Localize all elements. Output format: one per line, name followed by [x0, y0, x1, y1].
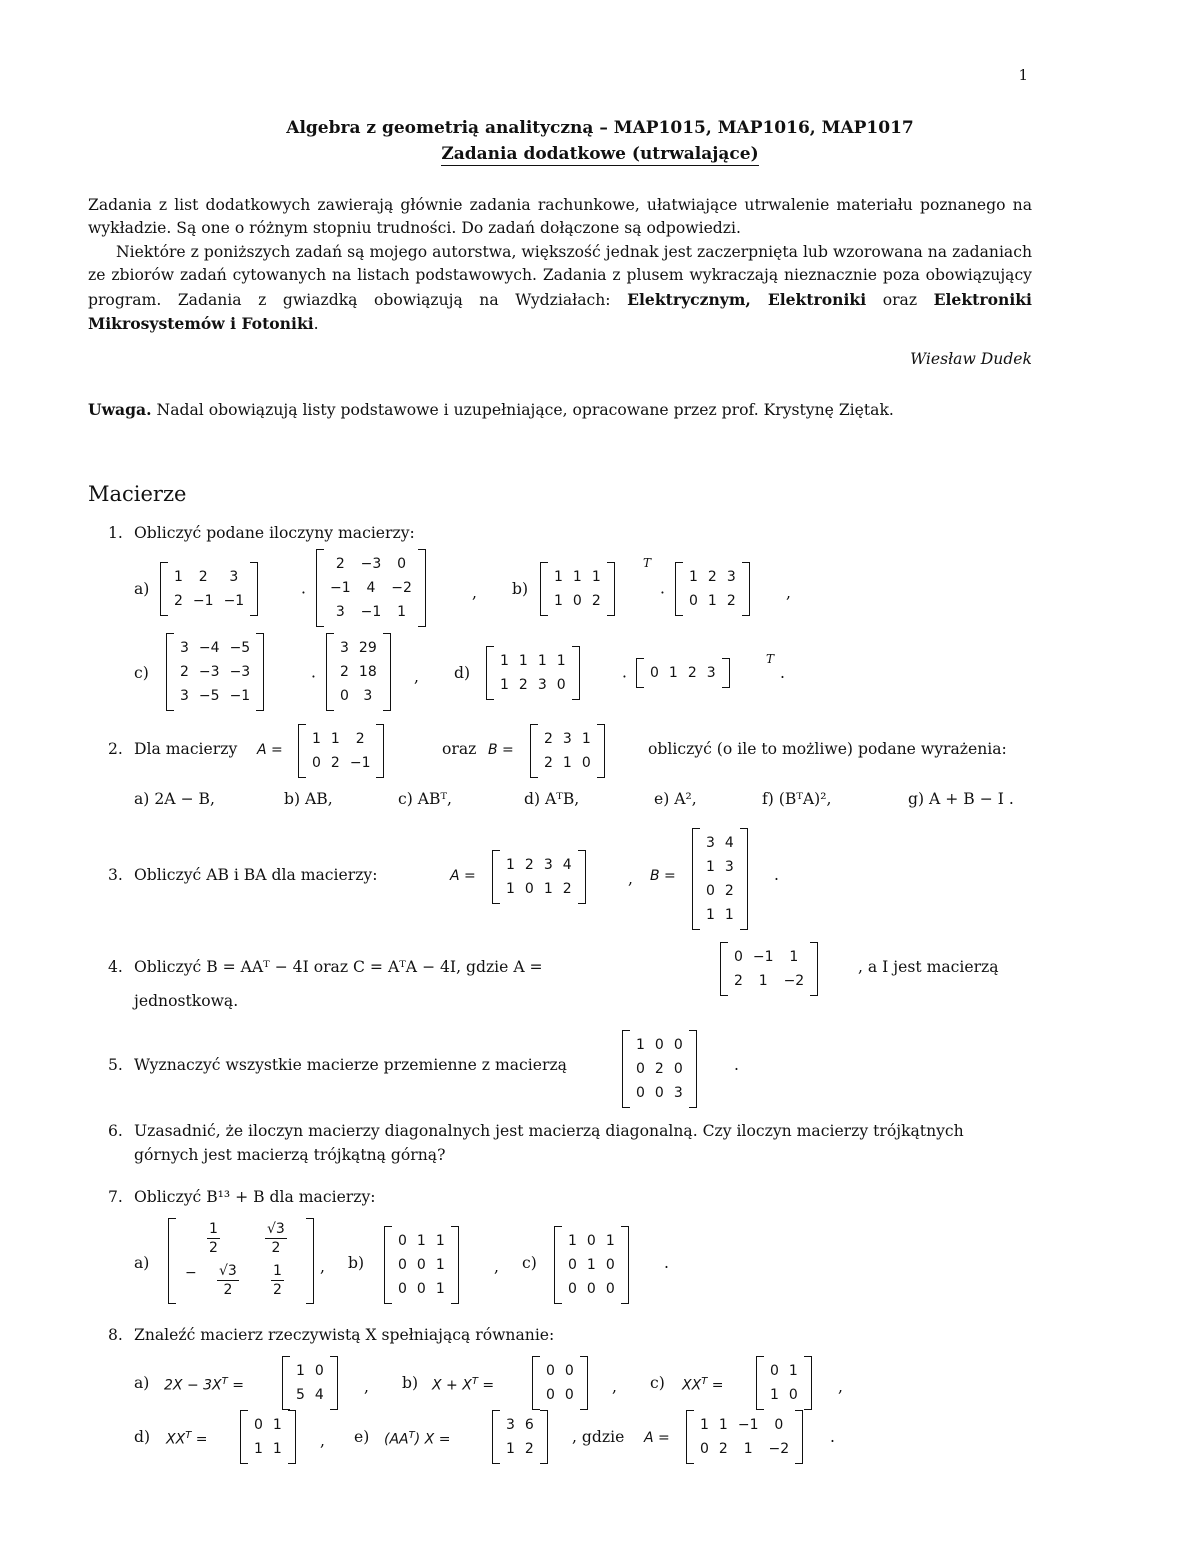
exercise-5-number: 5. — [108, 1056, 123, 1074]
fraction: $\frac{√3}{2}$ — [219, 1263, 237, 1298]
ex7-label-a: a) — [134, 1254, 150, 1272]
matrix: 2 3 1 2 1 0 — [530, 724, 605, 778]
period: . — [774, 866, 779, 884]
matrix: 3 29 2 18 0 3 — [326, 633, 391, 711]
row-matrix: 0 1 2 3 — [636, 658, 730, 688]
matrix: 0 1 1 0 — [756, 1356, 812, 1410]
matrix: 0 0 0 0 — [532, 1356, 588, 1410]
matrix: 1 2 3 2 −1 −1 — [160, 562, 258, 616]
matrix-rotation — [168, 1218, 314, 1304]
exercise-7-text: Obliczyć B¹³ + B dla macierzy: — [134, 1188, 376, 1206]
ex1-label-d: d) — [454, 664, 471, 682]
matrix: 1 1 1 1 1 2 3 0 — [486, 646, 580, 700]
ex8-label-c: c) — [650, 1374, 665, 1392]
matrix: 0 −1 1 2 1 −2 — [720, 942, 818, 996]
matrix: 1 0 0 0 2 0 0 0 3 — [622, 1030, 697, 1108]
intro-paragraph-2 — [88, 241, 1032, 337]
exercise-6-text-1: Uzasadnić, że iloczyn macierzy diagonalnych jest macierzą diagonalną. Czy iloczyn macierzy trójkątnych — [134, 1122, 964, 1140]
intro-p2-bold1: Elektrycznym, Elektroniki — [627, 289, 867, 309]
period: . — [664, 1254, 669, 1272]
label-A-eq: A = — [257, 742, 283, 758]
comma: , — [786, 584, 791, 602]
label-A-eq: A = — [644, 1430, 670, 1446]
exercise-2-text-a: Dla macierzy — [134, 740, 238, 758]
ex7-label-b: b) — [348, 1254, 365, 1272]
exercise-6-number: 6. — [108, 1122, 123, 1140]
comma: , — [494, 1258, 499, 1276]
ex2-item-a: a) 2A − B, — [134, 790, 215, 808]
comma: , — [628, 870, 633, 888]
ex8-label-b: b) — [402, 1374, 419, 1392]
equation: $XX^T$ = — [166, 1430, 208, 1448]
intro — [88, 194, 1032, 336]
remark-text: Nadal obowiązują listy podstawowe i uzupełniające, opracowane przez prof. Krystynę Ziętak. — [156, 401, 894, 419]
intro-p2-text: Niektóre z poniższych zadań są mojego autorstwa, większość jednak jest zaczerpnięta lub wzorowana na zadaniach ze zbiorów zadań cytowanych na listach podstawowych. Zadania z plusem wykraczają nieznacznie poza obowiązujący program. Zadania z gwiazdką obowiązują na Wydziałach: — [88, 242, 1032, 309]
exercise-3-text: Obliczyć AB i BA dla macierzy: — [134, 866, 378, 884]
matrix: 0 1 1 0 0 1 0 0 1 — [384, 1226, 459, 1304]
matrix: 2 −3 0 −1 4 −2 3 −1 1 — [316, 549, 426, 627]
fraction-neg: − — [185, 1265, 202, 1281]
remark-label: Uwaga. — [88, 400, 152, 419]
ex2-item-f: f) (BᵀA)², — [762, 790, 832, 808]
dot: · — [311, 668, 316, 686]
matrix: 0 1 1 1 — [240, 1410, 296, 1464]
matrix: 1 1 1 1 0 2 — [540, 562, 615, 616]
matrix: 1 0 5 4 — [282, 1356, 338, 1410]
fraction: $\frac{1}{2}$ — [273, 1263, 282, 1298]
exercise-6-text-2: górnych jest macierzą trójkątną górną? — [134, 1146, 446, 1164]
comma: , — [838, 1378, 843, 1396]
ex2-item-e: e) A², — [654, 790, 697, 808]
exercise-4-text: Obliczyć B = AAᵀ − 4I oraz C = AᵀA − 4I, gdzie A = — [134, 958, 543, 976]
ex2-item-b: b) AB, — [284, 790, 333, 808]
comma: , — [414, 668, 419, 686]
ex1-label-a: a) — [134, 580, 150, 598]
matrix: 1 2 3 0 1 2 — [675, 562, 750, 616]
document-title: Algebra z geometrią analityczną – MAP1015, MAP1016, MAP1017 — [286, 118, 914, 138]
fraction: $\frac{√3}{2}$ — [267, 1221, 285, 1256]
ex2-item-d: d) AᵀB, — [524, 790, 580, 808]
ex1-label-b: b) — [512, 580, 529, 598]
exercise-3-number: 3. — [108, 866, 123, 884]
exercise-5-text: Wyznaczyć wszystkie macierze przemienne z macierzą — [134, 1056, 567, 1074]
remark — [88, 400, 894, 419]
exercise-2-number: 2. — [108, 740, 123, 758]
transpose-sup: T — [766, 652, 775, 666]
gdzie-text: , gdzie — [572, 1428, 625, 1446]
comma: , — [472, 584, 477, 602]
dot: · — [622, 668, 627, 686]
exercise-4-number: 4. — [108, 958, 123, 976]
dot: · — [660, 584, 665, 602]
page-number: 1 — [1018, 66, 1028, 84]
equation: $2X - 3X^T$ = — [164, 1376, 244, 1394]
matrix: 3 6 1 2 — [492, 1410, 548, 1464]
label-B-eq: B = — [488, 742, 514, 758]
ex8-label-e: e) — [354, 1428, 370, 1446]
matrix: 1 1 −1 0 0 2 1 −2 — [686, 1410, 803, 1464]
exercise-4-text-end: , a I jest macierzą — [858, 958, 999, 976]
equation: $(AA^T) X$ = — [384, 1430, 451, 1448]
intro-p2-bold2: Elektroniki Mikrosystemów i Fotoniki — [88, 289, 1032, 334]
period: . — [734, 1056, 739, 1074]
comma: , — [364, 1378, 369, 1396]
comma: , — [612, 1378, 617, 1396]
ex8-label-d: d) — [134, 1428, 151, 1446]
comma: , — [320, 1432, 325, 1450]
exercise-1-number: 1. — [108, 524, 123, 542]
ex2-item-c: c) ABᵀ, — [398, 790, 452, 808]
intro-p2-oraz: oraz — [882, 290, 918, 309]
dot: · — [301, 584, 306, 602]
intro-paragraph-1: Zadania z list dodatkowych zawierają głównie zadania rachunkowe, ułatwiające utrwalenie materiału poznanego na wykładzie. Są one o różnym stopniu trudności. Do zadań dołączone są odpowiedzi. — [88, 196, 1032, 238]
author: Wiesław Dudek — [910, 350, 1032, 368]
section-title: Macierze — [88, 482, 187, 506]
exercise-8-number: 8. — [108, 1326, 123, 1344]
ex2-item-g: g) A + B − I . — [908, 790, 1014, 808]
exercise-2-text-b: oraz — [442, 740, 477, 758]
fraction: $\frac{1}{2}$ — [209, 1221, 218, 1256]
subtitle-text: Zadania dodatkowe (utrwalające) — [441, 144, 759, 164]
intro-p2-end: . — [313, 315, 319, 334]
ex1-label-c: c) — [134, 664, 149, 682]
ex8-label-a: a) — [134, 1374, 150, 1392]
label-A-eq: A = — [450, 868, 476, 884]
matrix: 1 1 2 0 2 −1 — [298, 724, 384, 778]
ex7-label-c: c) — [522, 1254, 537, 1272]
exercise-1-text: Obliczyć podane iloczyny macierzy: — [134, 524, 415, 542]
period: . — [780, 664, 785, 682]
matrix: 1 2 3 4 1 0 1 2 — [492, 850, 586, 904]
comma: , — [320, 1258, 325, 1276]
matrix: 3 −4 −5 2 −3 −3 3 −5 −1 — [166, 633, 264, 711]
period: . — [830, 1428, 835, 1446]
matrix: 1 0 1 0 1 0 0 0 0 — [554, 1226, 629, 1304]
exercise-4-text-2: jednostkową. — [134, 992, 239, 1010]
exercise-8-text: Znaleźć macierz rzeczywistą X spełniającą równanie: — [134, 1326, 555, 1344]
exercise-7-number: 7. — [108, 1188, 123, 1206]
transpose-sup: T — [643, 556, 652, 570]
document-subtitle — [0, 144, 1200, 164]
matrix: 3 4 1 3 0 2 1 1 — [692, 828, 748, 930]
exercise-2-text-c: obliczyć (o ile to możliwe) podane wyrażenia: — [648, 740, 1007, 758]
equation: $X + X^T$ = — [432, 1376, 495, 1394]
label-B-eq: B = — [650, 868, 676, 884]
equation: $XX^T$ = — [682, 1376, 724, 1394]
